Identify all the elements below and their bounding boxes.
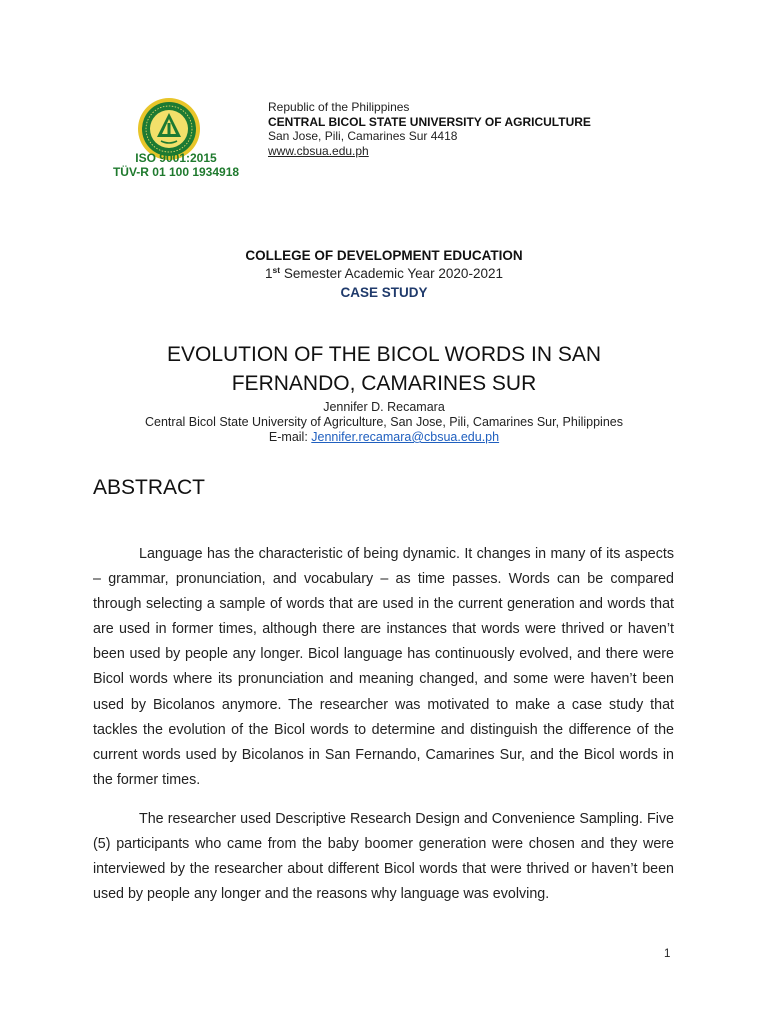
semester-number: 1 — [265, 266, 273, 281]
author-block — [0, 400, 768, 445]
abstract-paragraph-1-text: Language has the characteristic of being dynamic. It changes in many of its aspects – grammar, pronunciation, and vocabulary – as time passes. Words can be compared through selecting a sample of words that are used in the current generation and words that are used in former times, although there are instances that words were thrived or haven’t been used by people any longer. Bicol language has continuously evolved, and there were Bicol words where its pronunciation and meaning changed, and some were haven’t been used by Bicolanos anymore. The researcher was motivated to make a case study that tackles the evolution of the Bicol words to determine and distinguish the difference of the current words used by Bicolanos in San Fernando, Camarines Sur, and the Bicol words in the former times. — [93, 546, 674, 788]
iso-certification — [100, 151, 252, 179]
paper-title — [0, 340, 768, 398]
iso-certificate-number: TÜV-R 01 100 1934918 — [112, 165, 240, 179]
author-email-line — [0, 430, 768, 445]
iso-standard: ISO 9001:2015 — [135, 151, 217, 165]
abstract-paragraph-2-text: The researcher used Descriptive Research Design and Convenience Sampling. Five (5) participants who came from the baby boomer generation were chosen and they were interviewed by the researcher about different Bicol words that were thrived or haven’t been used by people any longer and the reasons why language was evolving. — [93, 811, 674, 903]
author-email-link[interactable]: Jennifer.recamara@cbsua.edu.ph — [311, 430, 500, 444]
college-name: COLLEGE OF DEVELOPMENT EDUCATION — [245, 248, 523, 263]
semester-ordinal: st — [272, 265, 281, 275]
paper-title-line-1: EVOLUTION OF THE BICOL WORDS IN SAN — [166, 343, 602, 366]
paper-title-line-2: FERNANDO, CAMARINES SUR — [231, 372, 537, 395]
author-name: Jennifer D. Recamara — [323, 400, 445, 414]
document-type: CASE STUDY — [340, 285, 428, 300]
semester-text: Semester Academic Year 2020-2021 — [280, 266, 503, 281]
republic-line: Republic of the Philippines — [268, 100, 410, 114]
abstract-paragraph-2 — [93, 807, 674, 907]
semester-line — [0, 265, 768, 281]
university-website-link[interactable]: www.cbsua.edu.ph — [268, 143, 369, 158]
abstract-heading: ABSTRACT — [93, 476, 206, 499]
university-name: CENTRAL BICOL STATE UNIVERSITY OF AGRICULTURE — [268, 114, 591, 129]
page-number: 1 — [664, 948, 671, 960]
university-address: San Jose, Pili, Camarines Sur 4418 — [268, 129, 458, 143]
author-affiliation: Central Bicol State University of Agriculture, San Jose, Pili, Camarines Sur, Philippines — [145, 415, 623, 429]
letterhead — [268, 100, 591, 158]
abstract-paragraph-1 — [93, 542, 674, 793]
email-label: E-mail: — [268, 430, 312, 444]
